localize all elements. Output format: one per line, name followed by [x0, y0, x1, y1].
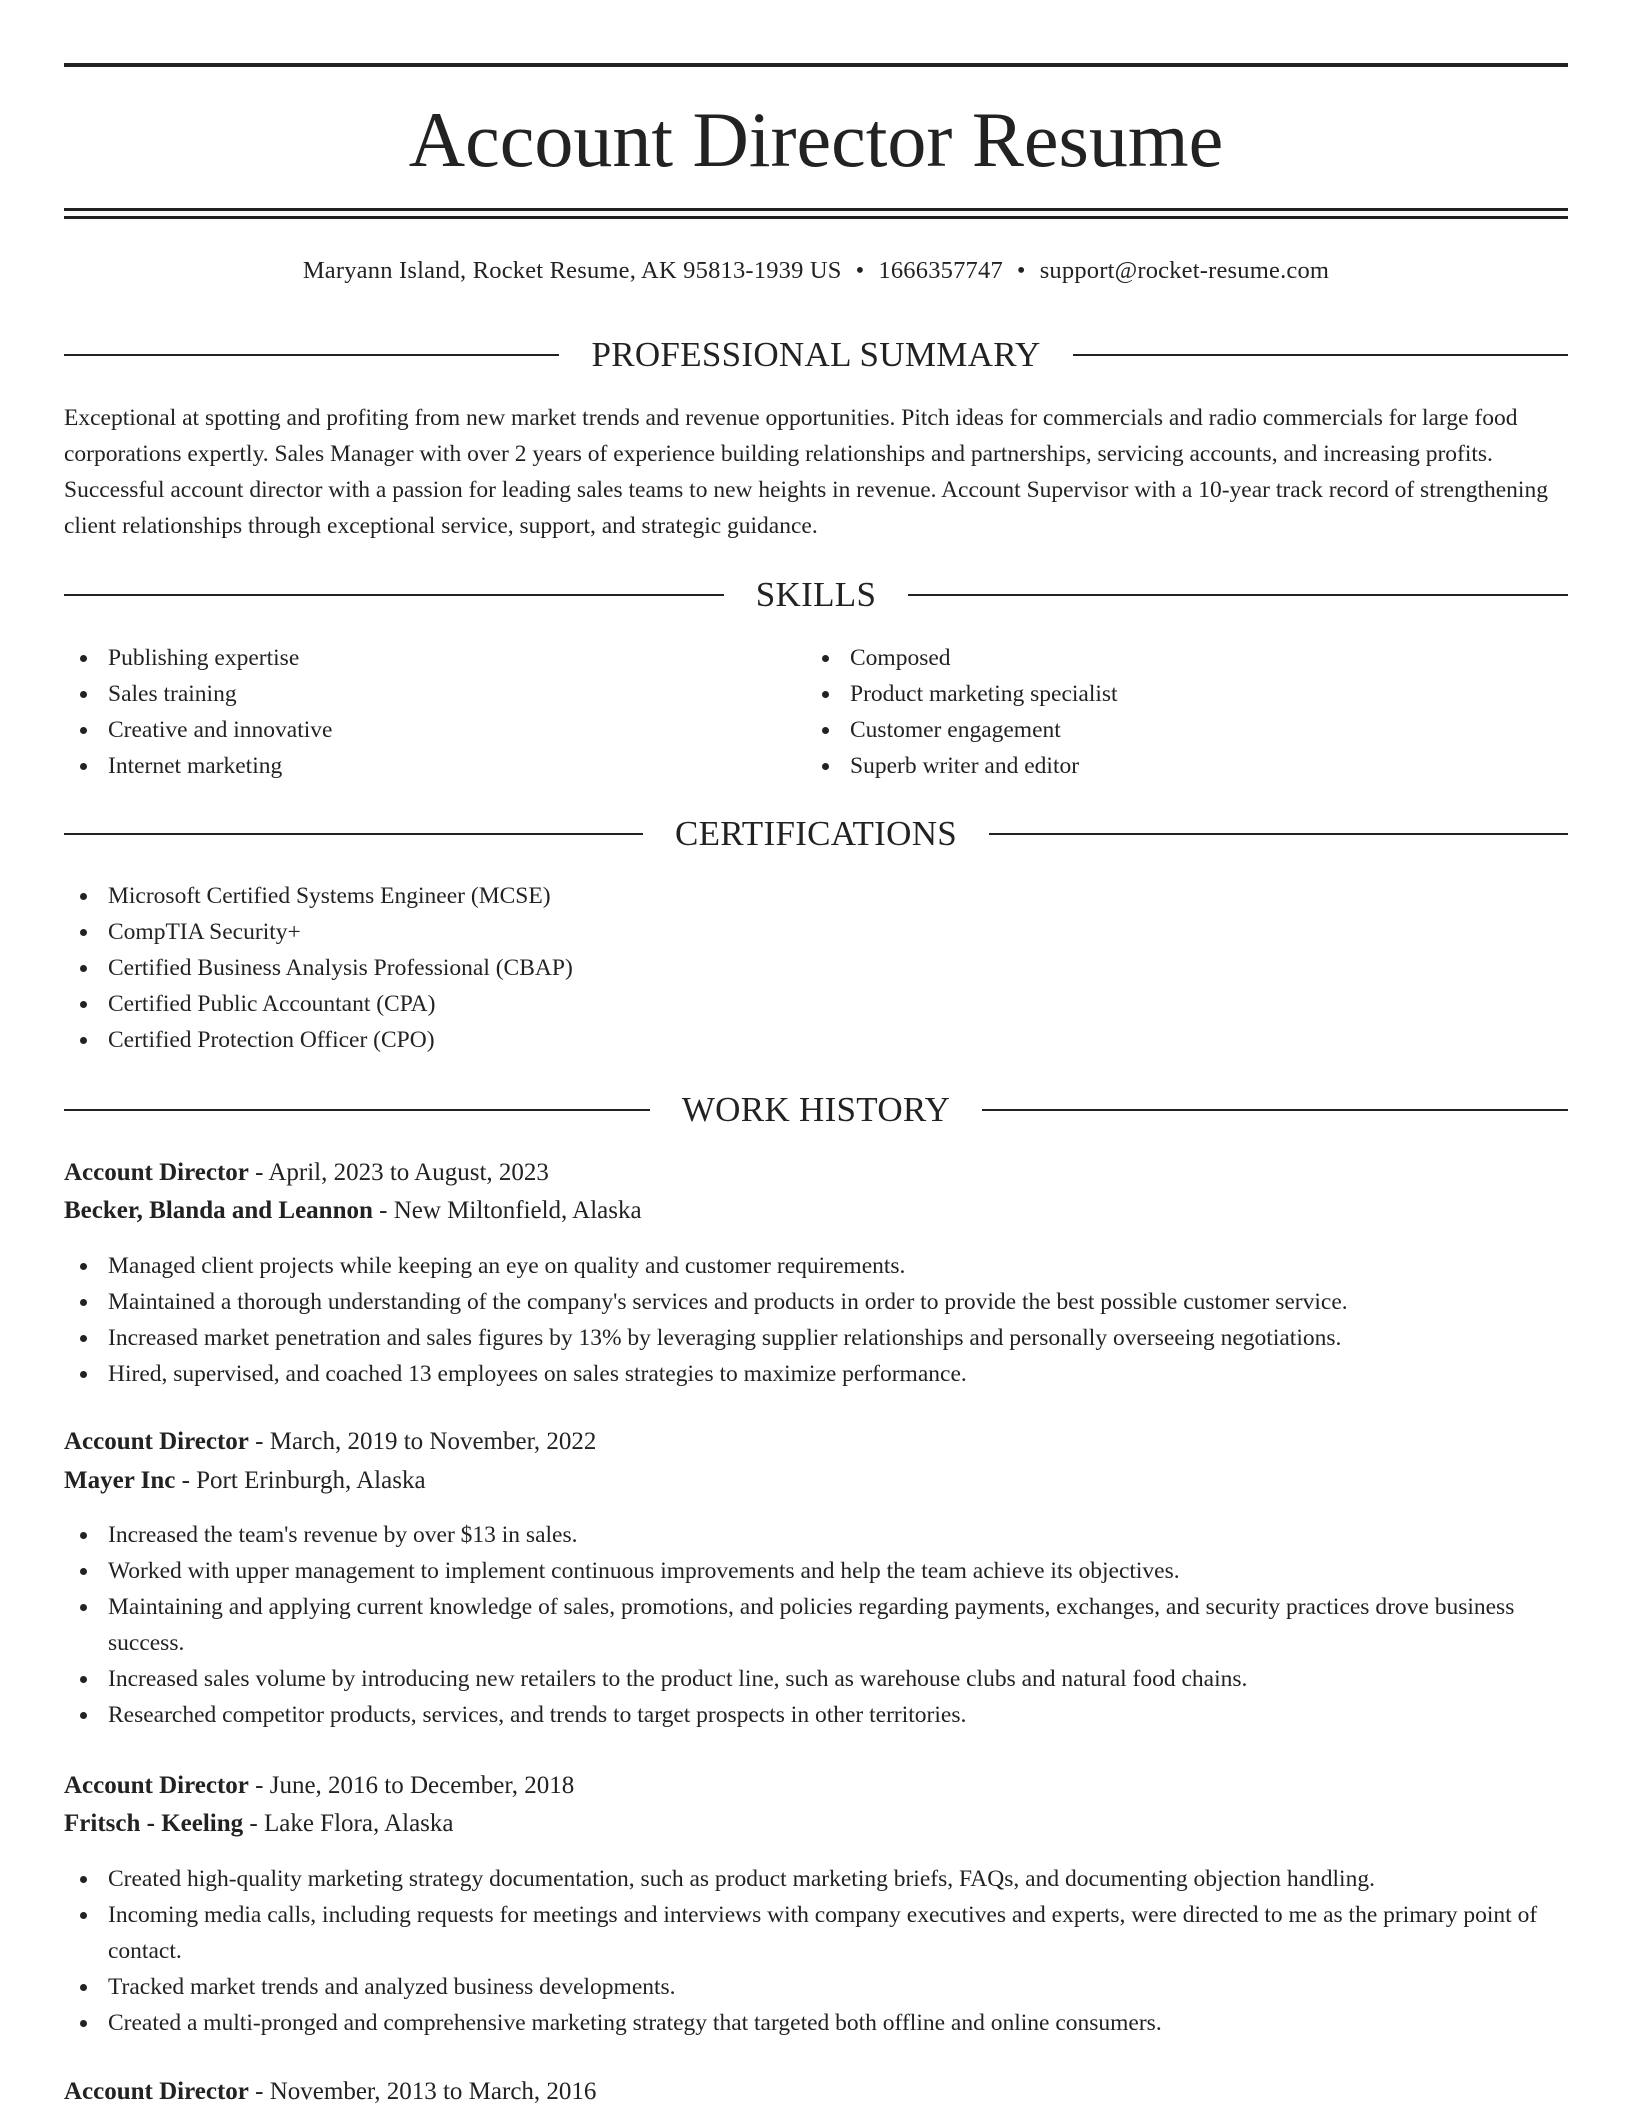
job-bullets: [64, 1248, 1568, 1392]
skill-item: Product marketing specialist: [806, 676, 1118, 712]
job-bullet: Created high-quality marketing strategy documentation, such as product marketing briefs, FAQs, and documenting objection handling.: [64, 1861, 1568, 1897]
job-bullet: Maintained a thorough understanding of the company's services and products in order to provide the best possible customer service.: [64, 1284, 1568, 1320]
contact-separator: •: [1016, 257, 1026, 284]
contact-line: [64, 254, 1568, 288]
section-title: CERTIFICATIONS: [674, 814, 958, 853]
section-rule: [989, 833, 1568, 835]
section-title: SKILLS: [755, 575, 877, 614]
skill-item: Sales training: [64, 676, 332, 712]
job-title: Account Director: [64, 1772, 249, 1799]
contact-separator: •: [855, 257, 865, 284]
job-bullet: Maintaining and applying current knowledge of sales, promotions, and policies regarding payments, exchanges, and security practices drove business success.: [64, 1589, 1568, 1661]
section-rule: [1073, 354, 1568, 356]
skill-item: Publishing expertise: [64, 640, 332, 676]
section-heading-summary: [64, 332, 1568, 378]
contact-address: Maryann Island, Rocket Resume, AK 95813-1939 US: [302, 257, 842, 284]
job-location: New Miltonfield, Alaska: [393, 1197, 642, 1224]
job-bullet: Incoming media calls, including requests for meetings and interviews with company executives and experts, were directed to me as the primary point of contact.: [64, 1897, 1568, 1969]
job-bullet: Worked with upper management to implement continuous improvements and help the team achieve its objectives.: [64, 1553, 1568, 1589]
section-rule: [64, 354, 559, 356]
contact-phone: 1666357747: [878, 257, 1003, 284]
job-bullet: Researched competitor products, services, and trends to target prospects in other territories.: [64, 1697, 1568, 1733]
job-dash: -: [255, 1428, 264, 1455]
job-dates: June, 2016 to December, 2018: [269, 1772, 575, 1799]
skill-item: Superb writer and editor: [806, 748, 1118, 784]
section-rule: [64, 594, 724, 596]
section-rule: [908, 594, 1568, 596]
job-dates: November, 2013 to March, 2016: [269, 2078, 597, 2105]
page-title: Account Director Resume: [408, 96, 1224, 183]
section-title: PROFESSIONAL SUMMARY: [591, 335, 1041, 374]
certification-item: CompTIA Security+: [64, 914, 573, 950]
job-title: Account Director: [64, 2078, 249, 2105]
job-dates: April, 2023 to August, 2023: [268, 1159, 549, 1186]
job-bullet: Created a multi-pronged and comprehensive marketing strategy that targeted both offline and online consumers.: [64, 2005, 1568, 2041]
job-bullets: [64, 1517, 1568, 1733]
section-rule: [64, 833, 643, 835]
section-heading-skills: [64, 572, 1568, 618]
section-rule: [64, 1109, 650, 1111]
job-company: Fritsch - Keeling: [64, 1810, 244, 1837]
job-dates: March, 2019 to November, 2022: [269, 1428, 597, 1455]
job-dash: -: [181, 1467, 190, 1494]
certification-item: Certified Business Analysis Professional (CBAP): [64, 950, 573, 986]
job-bullets: [64, 1861, 1568, 2041]
job-bullet: Increased market penetration and sales figures by 13% by leveraging supplier relationships and personally overseeing negotiations.: [64, 1320, 1568, 1356]
section-rule: [982, 1109, 1568, 1111]
certification-item: Microsoft Certified Systems Engineer (MCSE): [64, 878, 573, 914]
job-dash: -: [255, 2078, 264, 2105]
job-location: Port Erinburgh, Alaska: [196, 1467, 426, 1494]
job-dash: -: [379, 1197, 388, 1224]
header-rule-top: [64, 63, 1568, 67]
job-title-line: [64, 1424, 1568, 1460]
skills-list-right: [806, 640, 1118, 784]
job-title-line: [64, 2074, 1568, 2110]
certifications-list: [64, 878, 573, 1058]
header-rule-bottom: [64, 208, 1568, 211]
section-title: WORK HISTORY: [681, 1090, 951, 1129]
job-bullet: Hired, supervised, and coached 13 employees on sales strategies to maximize performance.: [64, 1356, 1568, 1392]
certification-item: Certified Protection Officer (CPO): [64, 1022, 573, 1058]
header-rule-bottom-double: [64, 216, 1568, 219]
job-company: Becker, Blanda and Leannon: [64, 1197, 373, 1224]
job-bullet: Tracked market trends and analyzed business developments.: [64, 1969, 1568, 2005]
job-dash: -: [249, 1810, 258, 1837]
job-bullet: Increased sales volume by introducing new retailers to the product line, such as warehouse clubs and natural food chains.: [64, 1661, 1568, 1697]
job-title: Account Director: [64, 1428, 249, 1455]
job-title-line: [64, 1768, 1568, 1804]
certification-item: Certified Public Accountant (CPA): [64, 986, 573, 1022]
job-dash: -: [255, 1772, 264, 1799]
job-title: Account Director: [64, 1159, 249, 1186]
job-company-line: [64, 1806, 1568, 1842]
job-company-line: [64, 1463, 1568, 1499]
skills-list-left: [64, 640, 332, 784]
skill-item: Customer engagement: [806, 712, 1118, 748]
contact-email: support@rocket-resume.com: [1039, 257, 1330, 284]
job-company: Mayer Inc: [64, 1467, 176, 1494]
job-bullet: Increased the team's revenue by over $13 in sales.: [64, 1517, 1568, 1553]
job-title-line: [64, 1155, 1568, 1191]
skill-item: Creative and innovative: [64, 712, 332, 748]
skill-item: Composed: [806, 640, 1118, 676]
summary-text: Exceptional at spotting and profiting from new market trends and revenue opportunities. Pitch ideas for commercials and radio commercials for large food corporations expertly. Sales Manager with over 2 years of experience building relationships and partnerships, servicing accounts, and increasing profits. Successful account director with a passion for leading sales teams to new heights in revenue. Account Supervisor with a 10-year track record of strengthening client relationships through exceptional service, support, and strategic guidance.: [64, 405, 1548, 539]
job-location: Lake Flora, Alaska: [263, 1810, 454, 1837]
section-heading-work-history: [64, 1087, 1568, 1133]
job-bullet: Managed client projects while keeping an eye on quality and customer requirements.: [64, 1248, 1568, 1284]
skill-item: Internet marketing: [64, 748, 332, 784]
job-dash: -: [255, 1159, 264, 1186]
section-heading-certifications: [64, 811, 1568, 857]
job-company-line: [64, 1193, 1568, 1229]
